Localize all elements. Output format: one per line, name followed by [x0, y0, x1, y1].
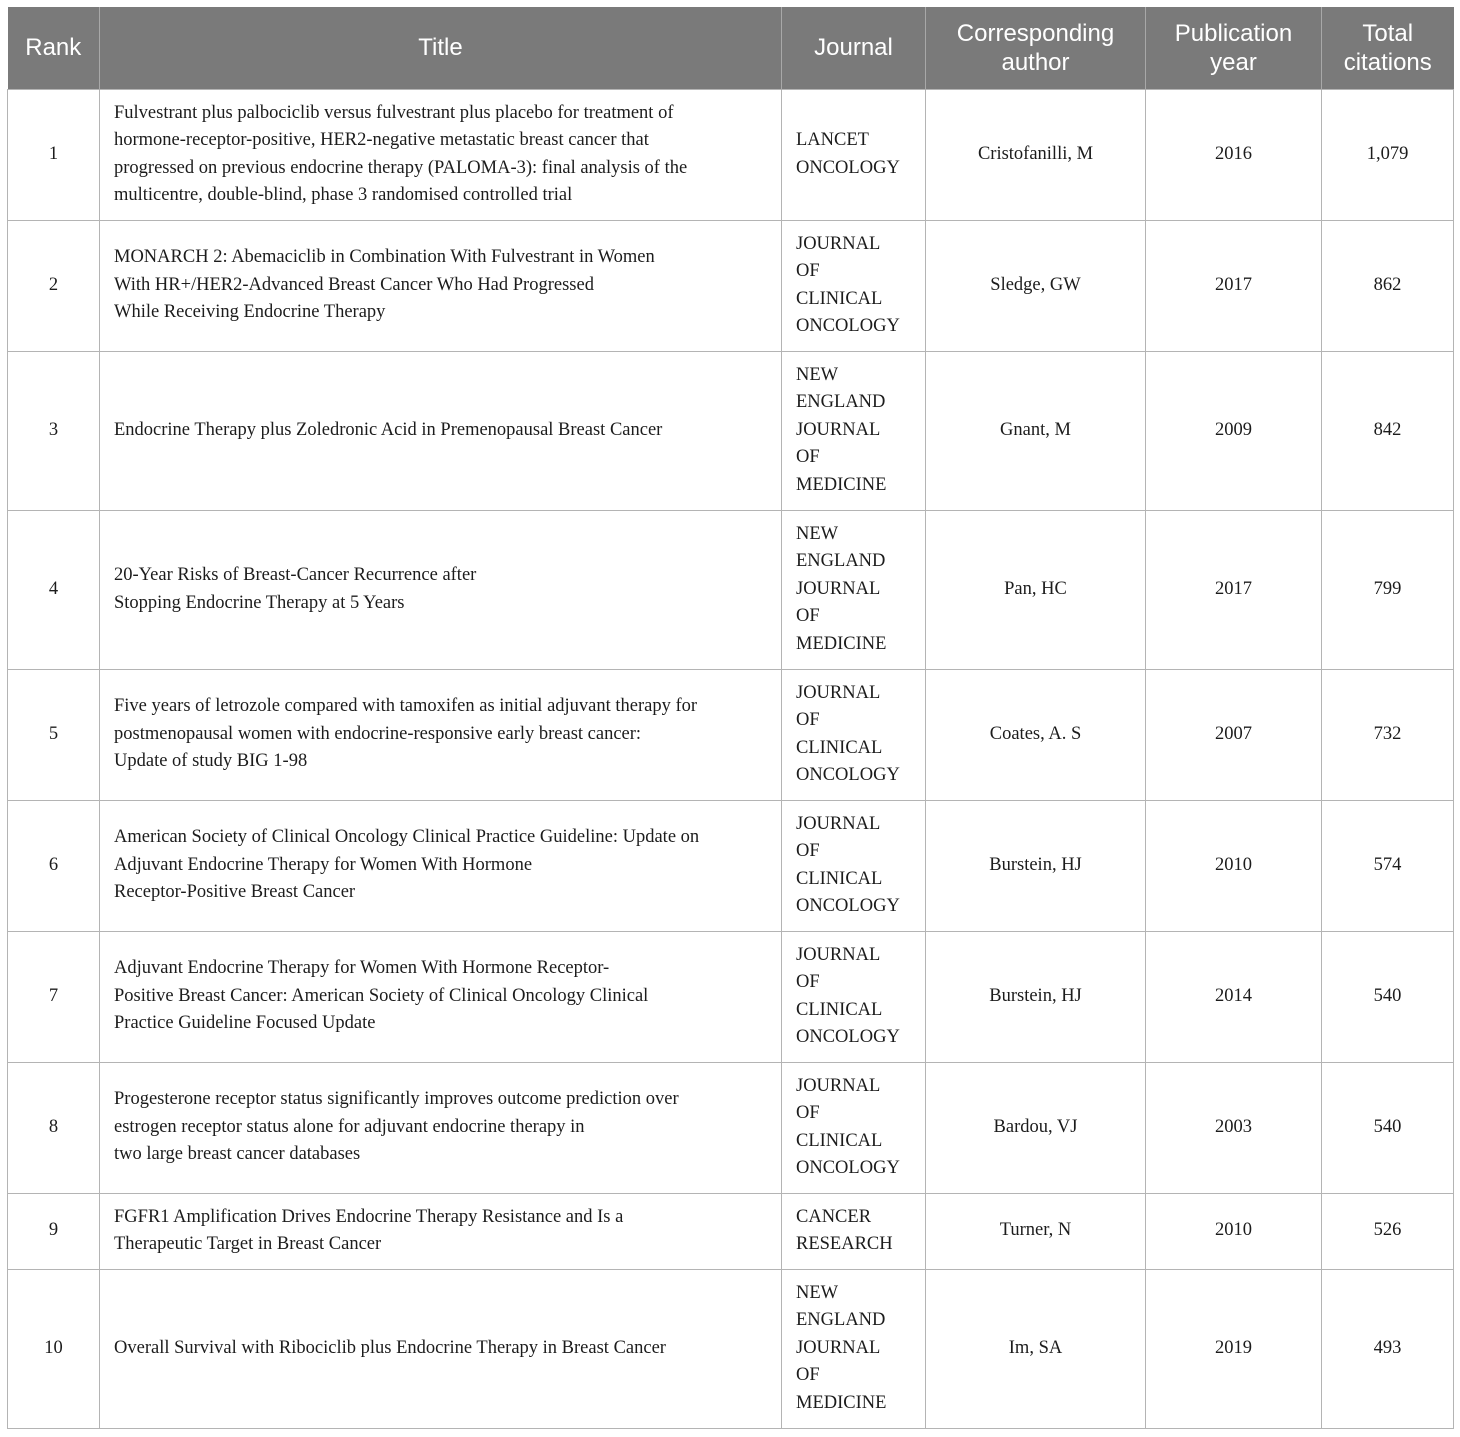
- cell-title: [100, 220, 782, 351]
- cell-journal: NEW ENGLAND JOURNAL OF MEDICINE: [782, 351, 926, 510]
- cell-author: Turner, N: [926, 1193, 1146, 1269]
- title-line: While Receiving Endocrine Therapy: [114, 302, 386, 323]
- cell-year: 2017: [1146, 510, 1322, 669]
- title-line: estrogen receptor status alone for adjuvant endocrine therapy in: [114, 1116, 585, 1137]
- title-line: MONARCH 2: Abemaciclib in Combination With Fulvestrant in Women: [114, 247, 655, 268]
- header-title: Title: [100, 7, 782, 89]
- header-rank: Rank: [8, 7, 100, 89]
- cell-title: [100, 800, 782, 931]
- cell-citations: 574: [1322, 800, 1454, 931]
- cell-journal: CANCER RESEARCH: [782, 1193, 926, 1269]
- cell-year: 2010: [1146, 1193, 1322, 1269]
- table-row: [8, 1269, 1454, 1428]
- cell-year: 2007: [1146, 669, 1322, 800]
- cell-title: [100, 931, 782, 1062]
- cell-year: 2010: [1146, 800, 1322, 931]
- citations-table: [7, 7, 1454, 1429]
- title-line: Five years of letrozole compared with tamoxifen as initial adjuvant therapy for: [114, 696, 698, 717]
- cell-citations: 842: [1322, 351, 1454, 510]
- cell-title: [100, 351, 782, 510]
- cell-author: Cristofanilli, M: [926, 89, 1146, 220]
- cell-rank: 9: [8, 1193, 100, 1269]
- table-row: [8, 931, 1454, 1062]
- cell-journal: JOURNAL OF CLINICAL ONCOLOGY: [782, 1062, 926, 1193]
- title-line: Stopping Endocrine Therapy at 5 Years: [114, 592, 405, 613]
- title-line: American Society of Clinical Oncology Clinical Practice Guideline: Update on: [114, 827, 700, 848]
- title-line: Progesterone receptor status significantly improves outcome prediction over: [114, 1089, 679, 1110]
- title-line: Fulvestrant plus palbociclib versus fulvestrant plus placebo for treatment of: [114, 102, 674, 123]
- title-line: Adjuvant Endocrine Therapy for Women With Hormone Receptor-: [114, 958, 610, 979]
- cell-rank: 6: [8, 800, 100, 931]
- cell-title: [100, 1269, 782, 1428]
- cell-citations: 540: [1322, 1062, 1454, 1193]
- title-line: postmenopausal women with endocrine-responsive early breast cancer:: [114, 723, 642, 744]
- table-row: [8, 800, 1454, 931]
- title-line: 20-Year Risks of Breast-Cancer Recurrence after: [114, 565, 477, 585]
- title-line: Overall Survival with Ribociclib plus Endocrine Therapy in Breast Cancer: [114, 1337, 666, 1358]
- header-journal: Journal: [782, 7, 926, 89]
- header-citations: Total citations: [1322, 7, 1454, 89]
- title-line: With HR+/HER2-Advanced Breast Cancer Who Had Progressed: [114, 274, 594, 295]
- cell-title: [100, 1193, 782, 1269]
- table-row: [8, 89, 1454, 220]
- cell-journal: LANCET ONCOLOGY: [782, 89, 926, 220]
- cell-author: Bardou, VJ: [926, 1062, 1146, 1193]
- cell-year: 2003: [1146, 1062, 1322, 1193]
- cell-journal: JOURNAL OF CLINICAL ONCOLOGY: [782, 220, 926, 351]
- cell-author: Burstein, HJ: [926, 931, 1146, 1062]
- cell-journal: JOURNAL OF CLINICAL ONCOLOGY: [782, 931, 926, 1062]
- title-line: Receptor-Positive Breast Cancer: [114, 882, 356, 903]
- title-line: Update of study BIG 1-98: [114, 751, 308, 772]
- cell-author: Im, SA: [926, 1269, 1146, 1428]
- title-line: multicentre, double-blind, phase 3 randomised controlled trial: [114, 185, 573, 205]
- cell-title: [100, 89, 782, 220]
- cell-journal: JOURNAL OF CLINICAL ONCOLOGY: [782, 669, 926, 800]
- cell-citations: 862: [1322, 220, 1454, 351]
- cell-citations: 540: [1322, 931, 1454, 1062]
- title-line: FGFR1 Amplification Drives Endocrine Therapy Resistance and Is a: [114, 1206, 624, 1227]
- cell-author: Pan, HC: [926, 510, 1146, 669]
- table-body: [8, 89, 1454, 1428]
- cell-journal: JOURNAL OF CLINICAL ONCOLOGY: [782, 800, 926, 931]
- cell-citations: 1,079: [1322, 89, 1454, 220]
- table-header: [8, 7, 1454, 89]
- title-line: Adjuvant Endocrine Therapy for Women With Hormone: [114, 854, 533, 875]
- cell-author: Gnant, M: [926, 351, 1146, 510]
- cell-rank: 5: [8, 669, 100, 800]
- cell-year: 2016: [1146, 89, 1322, 220]
- header-author: Corresponding author: [926, 7, 1146, 89]
- cell-rank: 3: [8, 351, 100, 510]
- table-row: [8, 510, 1454, 669]
- cell-journal: NEW ENGLAND JOURNAL OF MEDICINE: [782, 1269, 926, 1428]
- cell-rank: 8: [8, 1062, 100, 1193]
- cell-author: Sledge, GW: [926, 220, 1146, 351]
- cell-author: Burstein, HJ: [926, 800, 1146, 931]
- cell-citations: 799: [1322, 510, 1454, 669]
- cell-title: [100, 510, 782, 669]
- cell-year: 2014: [1146, 931, 1322, 1062]
- table-row: [8, 351, 1454, 510]
- cell-rank: 4: [8, 510, 100, 669]
- table-row: [8, 669, 1454, 800]
- cell-rank: 1: [8, 89, 100, 220]
- cell-author: Coates, A. S: [926, 669, 1146, 800]
- header-year: Publication year: [1146, 7, 1322, 89]
- title-line: progressed on previous endocrine therapy (PALOMA-3): final analysis of the: [114, 157, 688, 178]
- title-line: Positive Breast Cancer: American Society of Clinical Oncology Clinical: [114, 985, 649, 1006]
- cell-title: [100, 1062, 782, 1193]
- cell-journal: NEW ENGLAND JOURNAL OF MEDICINE: [782, 510, 926, 669]
- title-line: Therapeutic Target in Breast Cancer: [114, 1234, 382, 1254]
- title-line: two large breast cancer databases: [114, 1144, 361, 1165]
- table-row: [8, 1193, 1454, 1269]
- cell-citations: 732: [1322, 669, 1454, 800]
- cell-title: [100, 669, 782, 800]
- table-row: [8, 220, 1454, 351]
- cell-citations: 526: [1322, 1193, 1454, 1269]
- cell-citations: 493: [1322, 1269, 1454, 1428]
- title-line: hormone-receptor-positive, HER2-negative metastatic breast cancer that: [114, 130, 649, 150]
- cell-rank: 10: [8, 1269, 100, 1428]
- cell-rank: 7: [8, 931, 100, 1062]
- title-line: Endocrine Therapy plus Zoledronic Acid in Premenopausal Breast Cancer: [114, 419, 663, 440]
- cell-year: 2019: [1146, 1269, 1322, 1428]
- table-row: [8, 1062, 1454, 1193]
- cell-year: 2017: [1146, 220, 1322, 351]
- cell-year: 2009: [1146, 351, 1322, 510]
- title-line: Practice Guideline Focused Update: [114, 1013, 376, 1034]
- cell-rank: 2: [8, 220, 100, 351]
- header-row: [8, 7, 1454, 89]
